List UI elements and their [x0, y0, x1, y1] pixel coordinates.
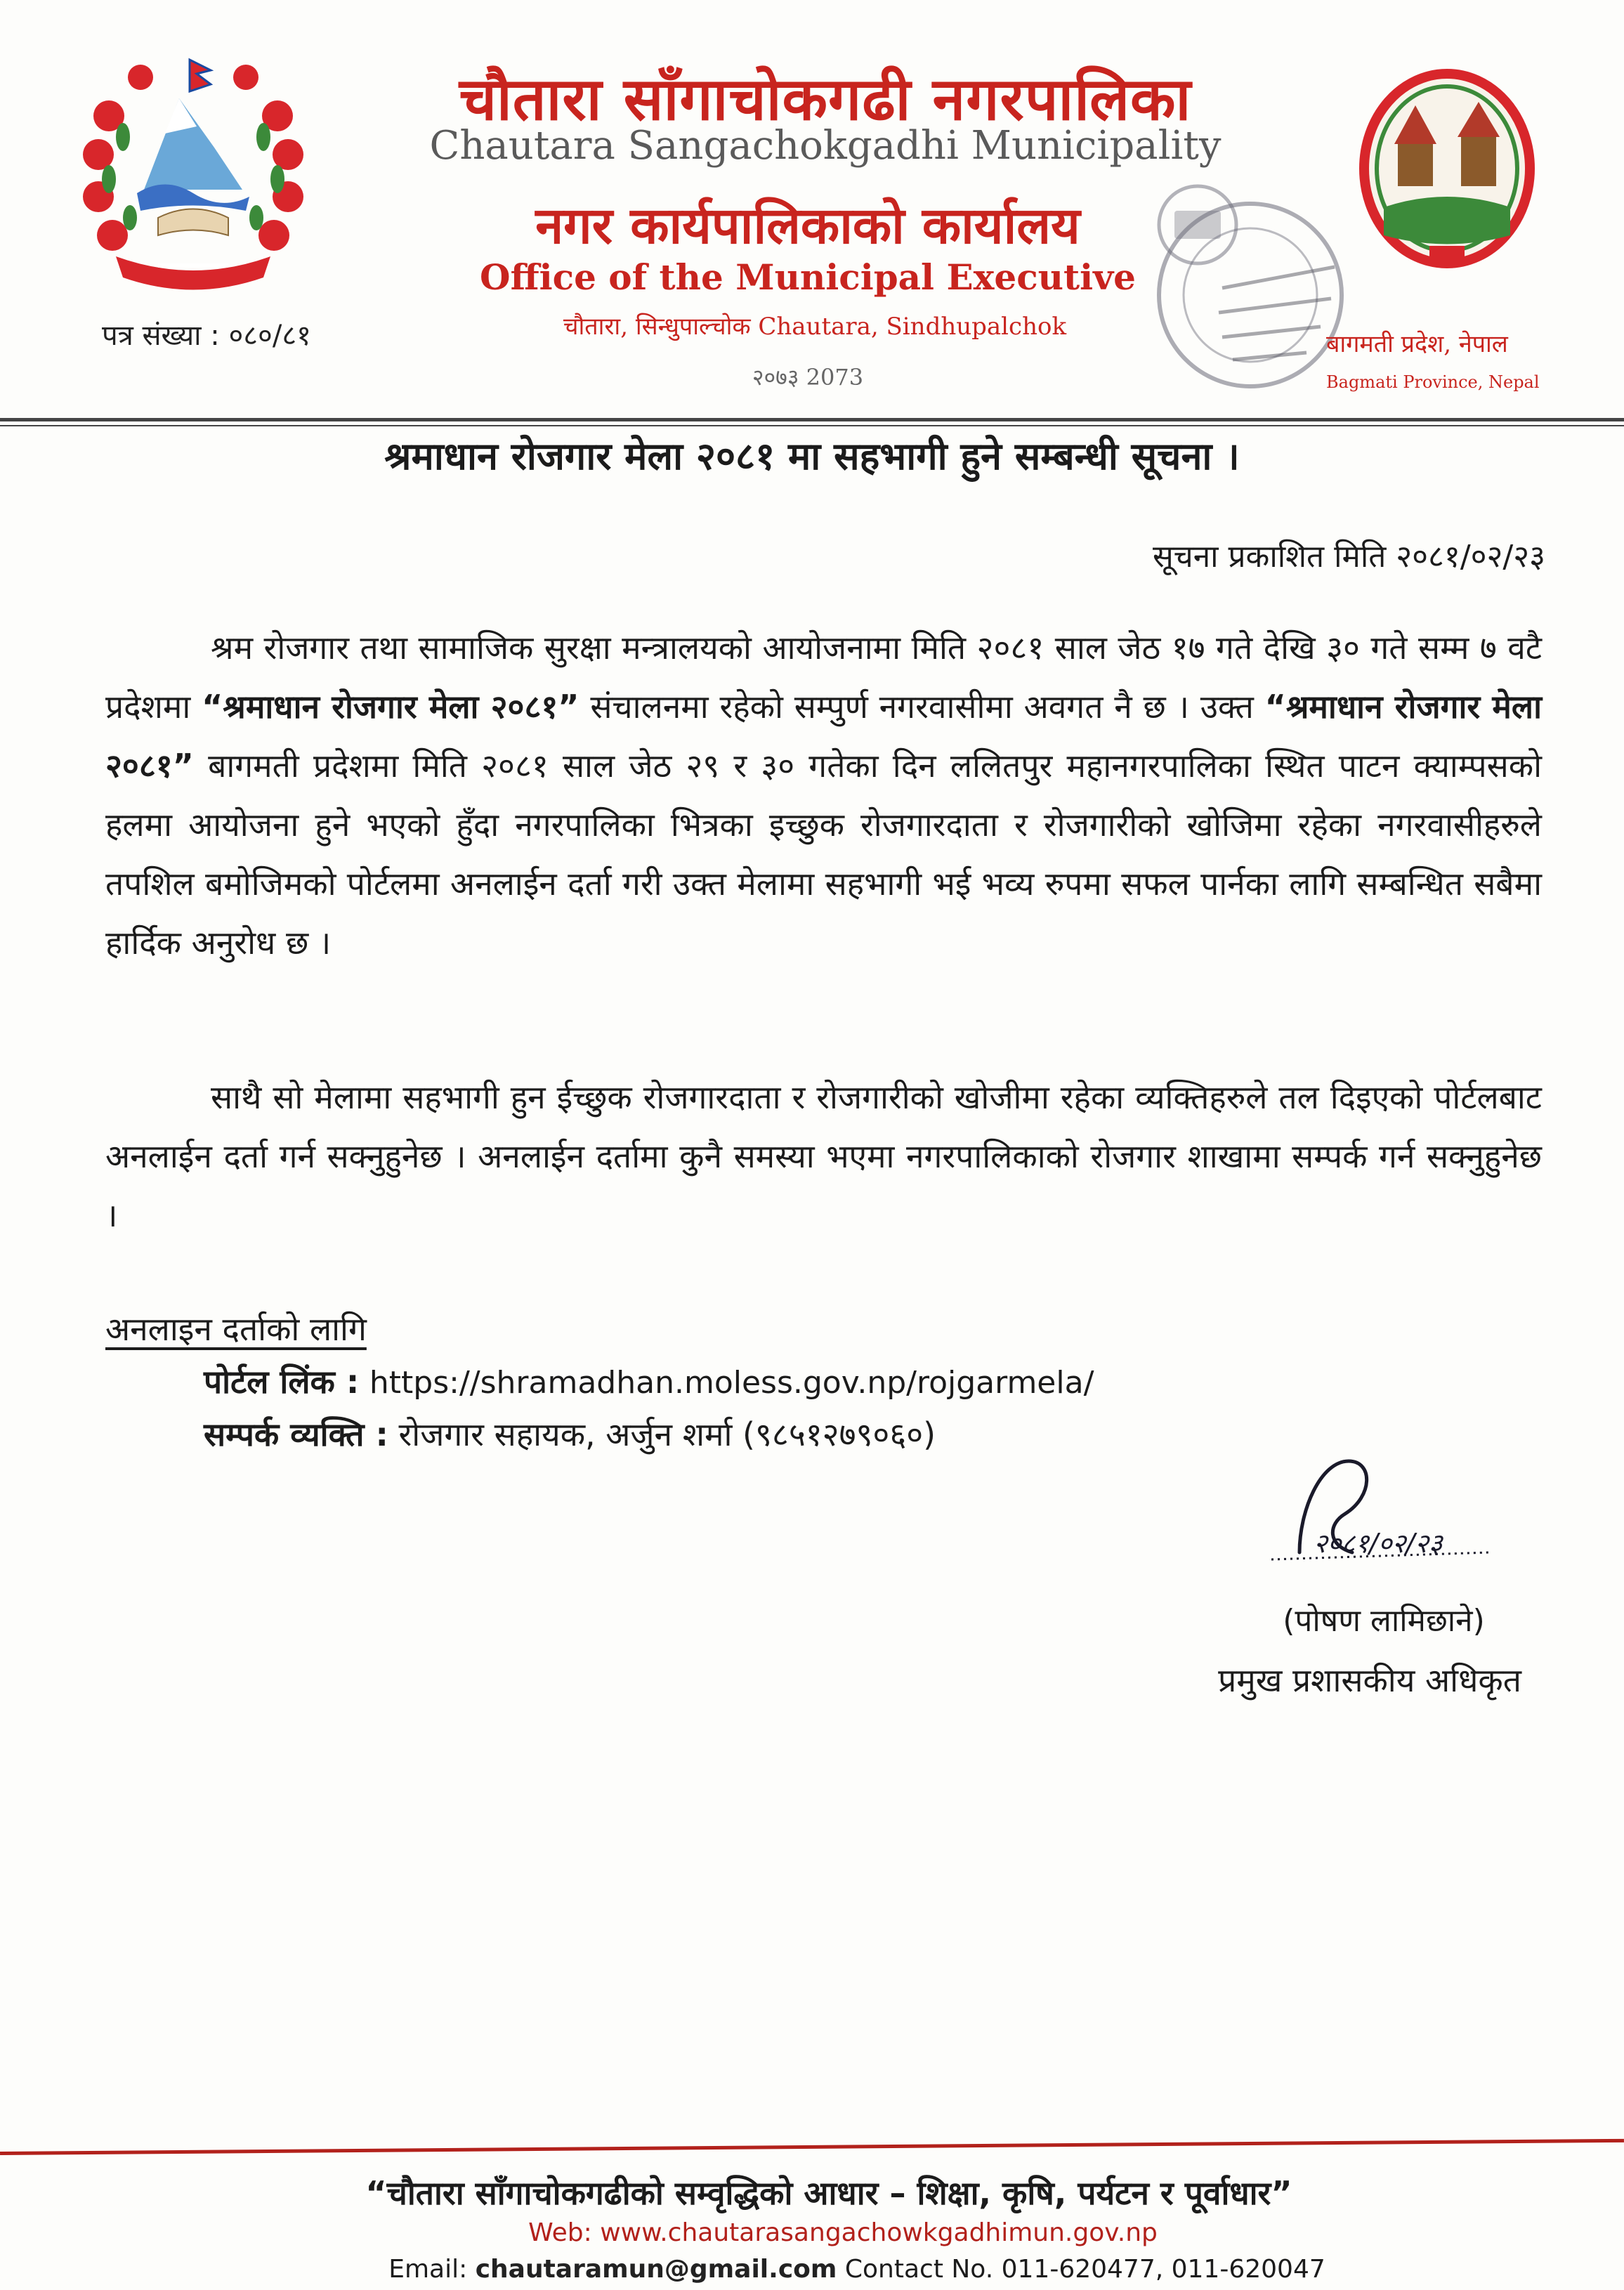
reference-value: ०८०/८१	[228, 320, 311, 352]
para1-fair-name-1: “श्रमाधान रोजगार मेला २०८१”	[202, 688, 579, 726]
reference-number	[102, 315, 311, 353]
notice-title: श्रमाधान रोजगार मेला २०८१ मा सहभागी हुने सम्बन्धी सूचना ।	[384, 434, 1240, 478]
para1-text-3: बागमती प्रदेशमा मिति २०८१ साल जेठ २९ र ३० गतेका दिन ललितपुर महानगरपालिका स्थित पाटन क्याम्पसको हलमा आयोजना हुने भएको हुँदा नगरपालिका भित्रका इच्छुक रोजगारदाता र रोजगारीको खोजिमा रहेका नगरवासीहरुले तपशिल बमोजिमको पोर्टलमा अनलाईन दर्ता गरी उक्त मेलामा सहभागी भई भव्य रुपमा सफल पार्नका लागि सम्बन्धित सबैमा हार्दिक अनुरोध छ ।	[105, 747, 1542, 962]
signatory-title: प्रमुख प्रशासकीय अधिकृत	[1218, 1661, 1521, 1699]
contact-person: रोजगार सहायक, अर्जुन शर्मा (९८५१२७९०६०)	[398, 1415, 936, 1453]
province-devanagari: बागमती प्रदेश, नेपाल	[1326, 330, 1508, 358]
footer-divider	[0, 2139, 1624, 2155]
contact-label: सम्पर्क व्यक्ति :	[204, 1415, 388, 1453]
office-name-devanagari: नगर कार्यपालिकाको कार्यालय	[535, 196, 1080, 255]
email-label: Email:	[388, 2255, 468, 2284]
signature-block	[1222, 1447, 1517, 1595]
reference-label: पत्र संख्या :	[102, 320, 220, 352]
footer-contact	[295, 2255, 1419, 2284]
footer-motto: “चौतारा साँगाचोकगढीको सम्वृद्धिको आधार – शिक्षा, कृषि, पर्यटन र पूर्वाधार”	[365, 2174, 1292, 2212]
notice-paragraph-2: साथै सो मेलामा सहभागी हुन ईच्छुक रोजगारदाता र रोजगारीको खोजीमा रहेका व्यक्तिहरुले तल दिइएको पोर्टलबाट अनलाईन दर्ता गर्न सक्नुहुनेछ । अनलाईन दर्तामा कुनै समस्या भएमा नगरपालिकाको रोजगार शाखामा सम्पर्क गर्न सक्नुहुनेछ ।	[105, 1078, 1542, 1234]
municipality-name-devanagari: चौतारा साँगाचोकगढी नगरपालिका	[459, 65, 1192, 133]
signatory-name: (पोषण लामिछाने)	[1283, 1603, 1485, 1639]
province-english: Bagmati Province, Nepal	[1326, 372, 1540, 392]
handwritten-signature-icon	[1222, 1447, 1517, 1595]
para1-fair-name-2: “श्रमाधान रोजगार मेला २०८१”	[105, 688, 1542, 785]
contact-number-label: Contact No.	[844, 2255, 994, 2284]
notice-paragraph-1	[105, 618, 1542, 972]
established-years: २०७३ 2073	[752, 364, 864, 391]
header-divider-thin	[0, 425, 1624, 426]
email-link[interactable]: chautaramun@gmail.com	[475, 2255, 837, 2284]
para1-text-2: संचालनमा रहेको सम्पुर्ण नगरवासीमा अवगत नै छ । उक्त	[579, 688, 1265, 726]
header-divider	[0, 418, 1624, 421]
office-stamp-icon	[1131, 176, 1370, 400]
contact-row	[204, 1412, 936, 1455]
footer-web	[351, 2218, 1335, 2247]
office-address: चौतारा, सिन्धुपाल्चोक Chautara, Sindhupalchok	[563, 313, 1067, 341]
portal-link[interactable]: https://shramadhan.moless.gov.np/rojgarmela/	[369, 1365, 1094, 1401]
municipality-name-english: Chautara Sangachokgadhi Municipality	[429, 123, 1222, 169]
signature-date: २०८१/०२/२३	[1314, 1528, 1443, 1559]
portal-label: पोर्टल लिंक :	[204, 1363, 360, 1401]
published-date-line	[1040, 534, 1545, 576]
published-date: २०८१/०२/२३	[1396, 539, 1545, 575]
para1-text-1: श्रम रोजगार तथा सामाजिक सुरक्षा मन्त्रालयको आयोजनामा मिति २०८१ साल जेठ १७ गते देखि ३० गते सम्म ७ वटै प्रदेशमा	[105, 629, 1542, 726]
contact-number: 011-620477, 011-620047	[1001, 2255, 1325, 2284]
online-registration-heading: अनलाइन दर्ताको लागि	[105, 1310, 367, 1348]
web-label: Web:	[528, 2218, 592, 2247]
website-link[interactable]: www.chautarasangachowkgadhimun.gov.np	[600, 2218, 1158, 2247]
published-label: सूचना प्रकाशित मिति	[1153, 539, 1387, 575]
municipality-logo	[1356, 67, 1538, 277]
portal-row	[204, 1359, 1094, 1403]
office-name-english: Office of the Municipal Executive	[480, 256, 1136, 298]
nepal-emblem-logo	[67, 49, 320, 302]
